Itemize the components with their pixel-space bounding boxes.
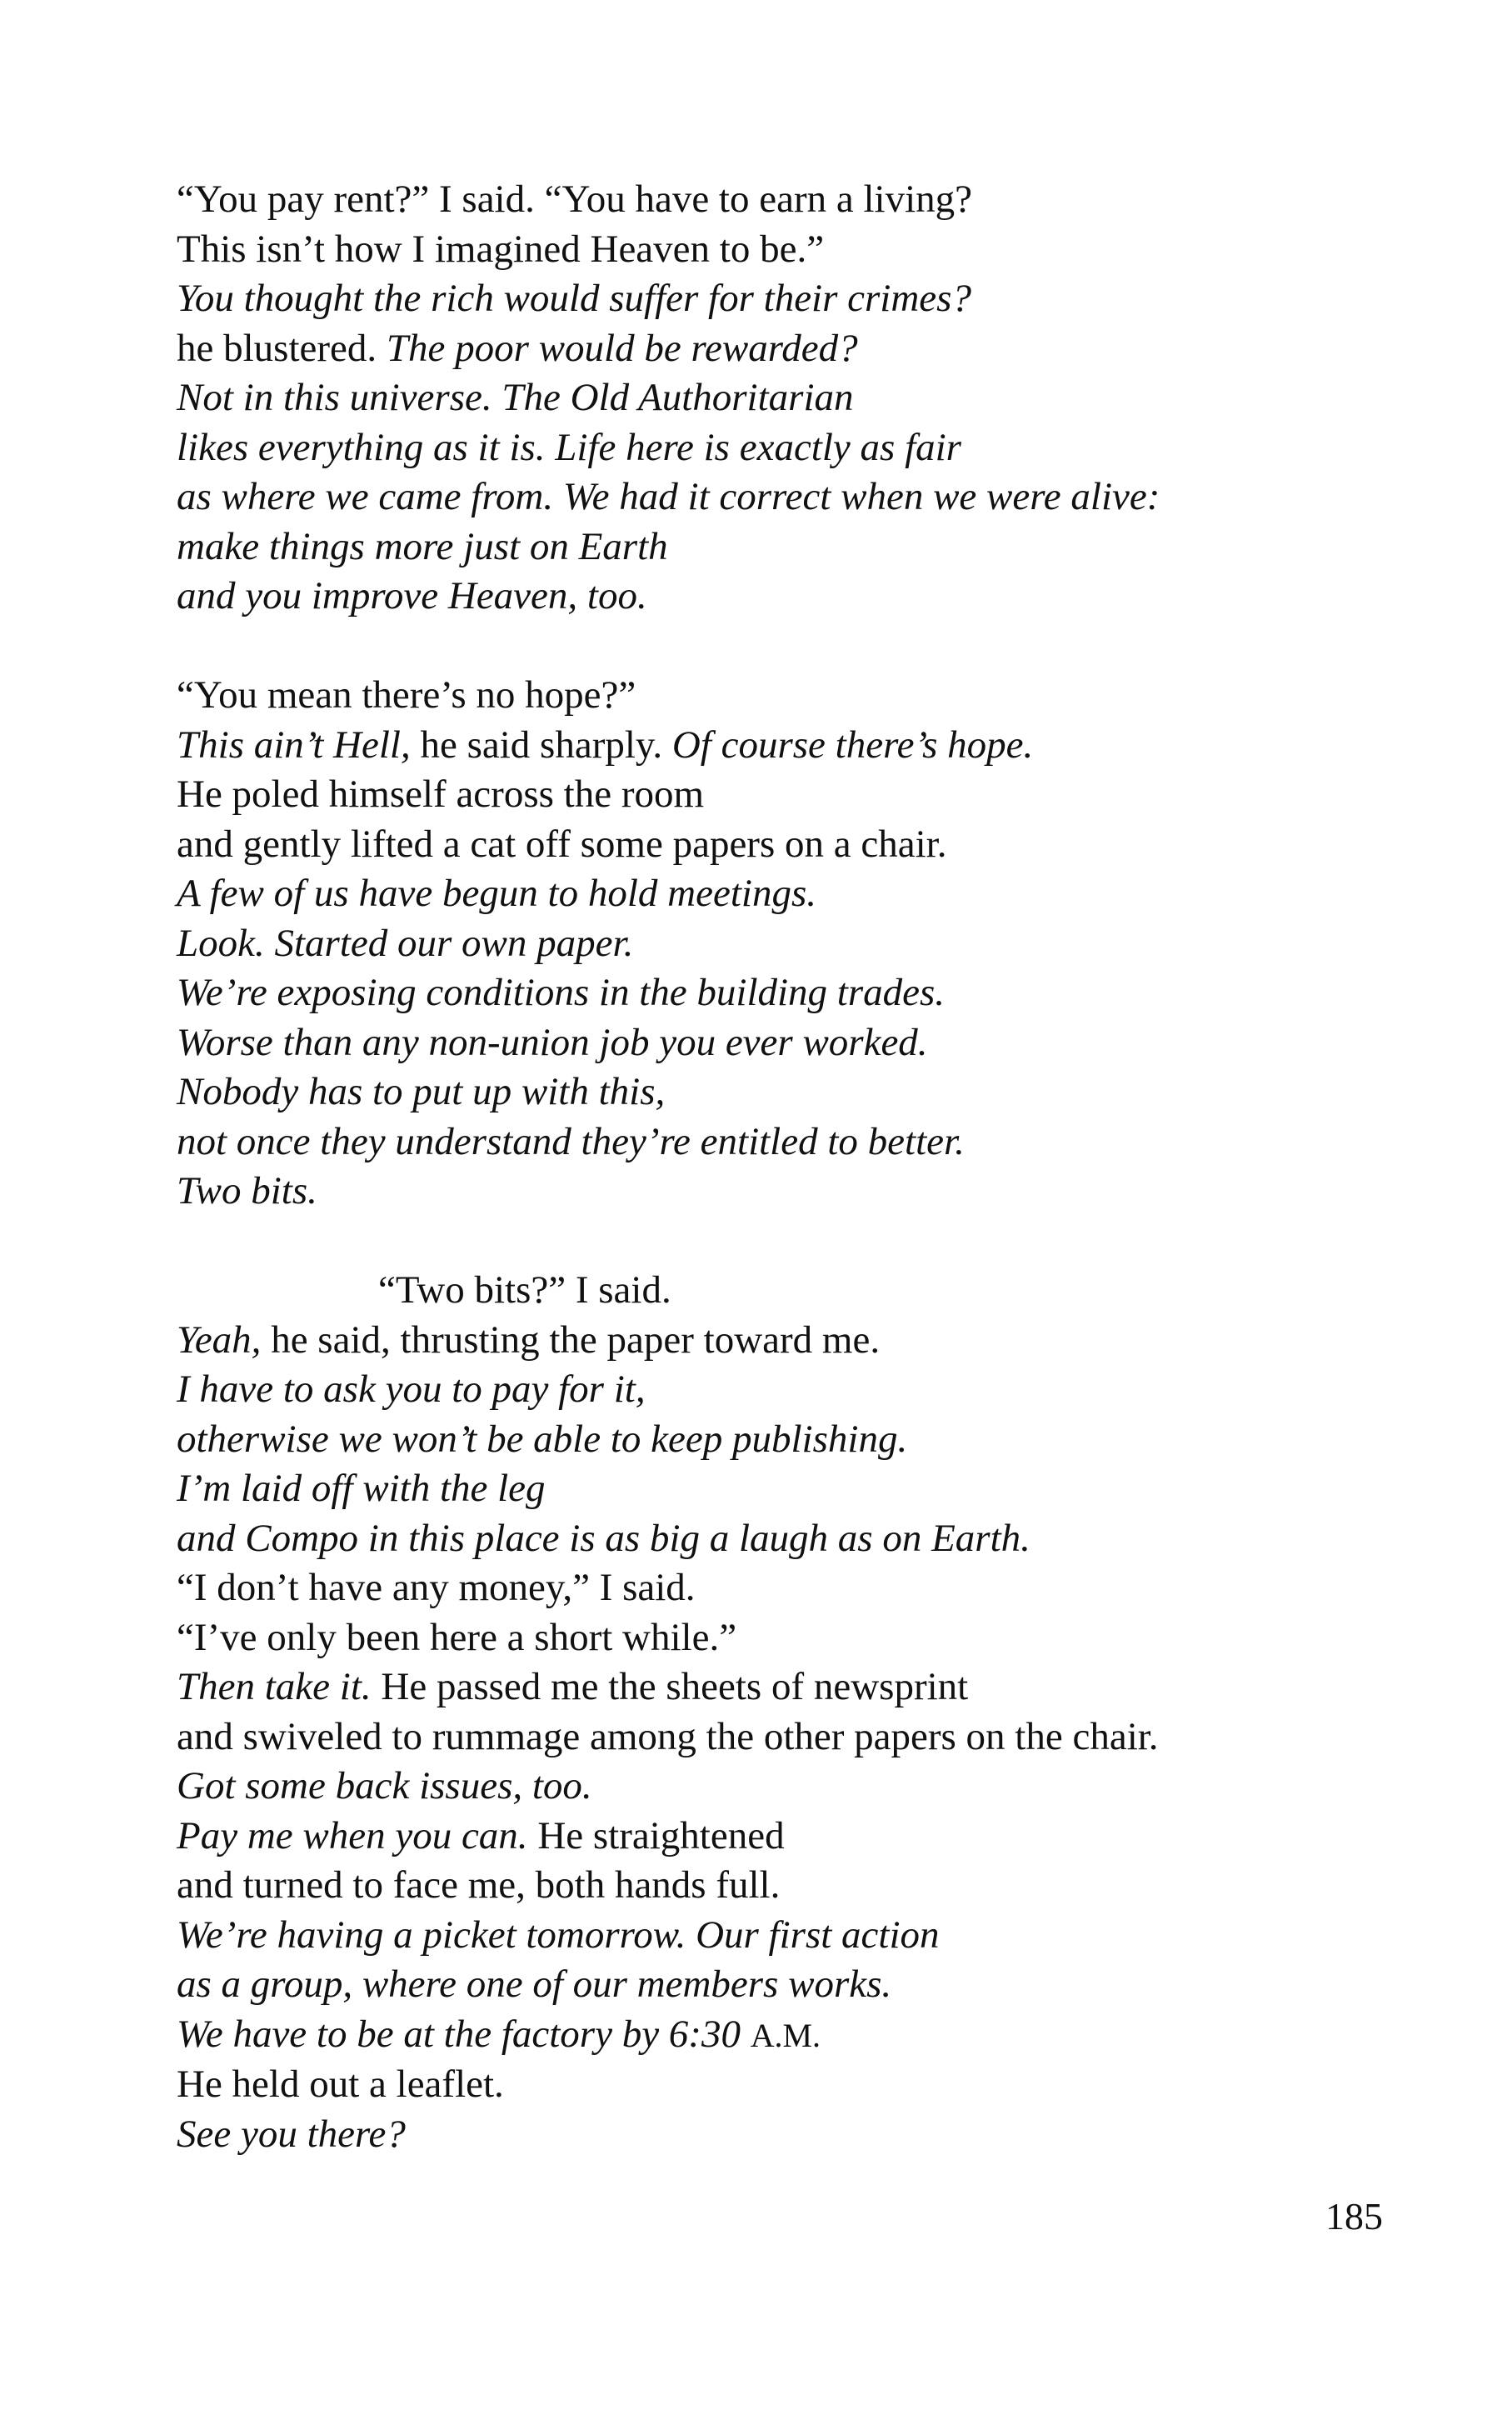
verse-line [177,1266,1426,1316]
italic-text-segment: We’re having a picket tomorrow. Our first action [177,1912,940,1957]
italic-text-segment: This ain’t Hell, [177,722,411,767]
verse-line [177,1911,1426,1961]
text-segment: he blustered. [177,326,387,370]
italic-text-segment: Look. Started our own paper. [177,921,634,965]
italic-text-segment: I have to ask you to pay for it, [177,1368,646,1411]
verse-line [177,820,1426,870]
italic-text-segment: I’m laid off with the leg [177,1467,546,1510]
italic-text-segment: and you improve Heaven, too. [177,574,647,618]
verse-line [177,1118,1426,1168]
italic-text-segment: not once they understand they’re entitled to better. [177,1119,965,1163]
italic-text-segment: Nobody has to put up with this, [177,1070,666,1113]
text-segment: and swiveled to rummage among the other papers on the chair. [177,1714,1159,1758]
italic-text-segment: otherwise we won’t be able to keep publishing. [177,1417,908,1461]
italic-text-segment: Not in this universe. The Old Authoritarian [177,376,854,419]
poem-text [177,175,1426,2209]
text-segment: A.M. [750,2016,821,2054]
text-segment: “I’ve only been here a short while.” [177,1615,737,1659]
verse-line [177,423,1426,473]
verse-line [177,1960,1426,2010]
italic-text-segment: A few of us have begun to hold meetings. [177,872,816,915]
text-segment: “You pay rent?” I said. “You have to earn a living? [177,178,973,221]
text-segment: “Two bits?” I said. [378,1268,671,1312]
verse-line [177,1613,1426,1663]
verse-line [177,968,1426,1018]
verse-line [177,2010,1426,2061]
stanza [177,175,1426,622]
verse-line [177,1762,1426,1812]
text-segment: He poled himself across the room [177,772,705,816]
verse-line [177,1563,1426,1613]
text-segment: and gently lifted a cat off some papers on a chair. [177,822,947,866]
text-segment: he said sharply. [410,722,672,767]
verse-line [177,572,1426,622]
stanza [177,671,1426,1217]
verse-line [177,671,1426,721]
text-segment: This isn’t how I imagined Heaven to be.” [177,227,825,271]
italic-text-segment: Pay me when you can. [177,1813,528,1858]
verse-line [177,1514,1426,1564]
italic-text-segment: We have to be at the factory by 6:30 [177,2012,751,2056]
italic-text-segment: as where we came from. We had it correct when we were alive: [177,475,1160,518]
stanza [177,1266,1426,2159]
verse-line [177,770,1426,820]
italic-text-segment: and Compo in this place is as big a laugh as on Earth. [177,1516,1030,1560]
verse-line [177,324,1426,374]
page-number: 185 [1325,2195,1383,2238]
verse-line [177,1712,1426,1762]
verse-line [177,225,1426,275]
verse-line [177,1068,1426,1118]
text-segment: “I don’t have any money,” I said. [177,1566,696,1609]
text-segment: and turned to face me, both hands full. [177,1863,781,1907]
verse-line [177,2060,1426,2110]
verse-line [177,1662,1426,1712]
verse-line [177,919,1426,969]
verse-line [177,472,1426,522]
italic-text-segment: Two bits. [177,1169,317,1212]
italic-text-segment: likes everything as it is. Life here is exactly as fair [177,425,961,469]
verse-line [177,1018,1426,1068]
italic-text-segment: Then take it. [177,1665,372,1708]
verse-line [177,274,1426,324]
italic-text-segment: Got some back issues, too. [177,1764,592,1808]
text-segment: He held out a leaflet. [177,2062,504,2106]
verse-line [177,1365,1426,1415]
verse-line [177,373,1426,423]
italic-text-segment: Of course there’s hope. [671,722,1034,767]
text-segment: He straightened [527,1813,785,1858]
italic-text-segment: We’re exposing conditions in the building trades. [177,971,946,1014]
italic-text-segment: as a group, where one of our members works. [177,1962,892,2006]
verse-line [177,1861,1426,1911]
text-segment: he said, thrusting the paper toward me. [261,1318,881,1362]
verse-line [177,1167,1426,1217]
verse-line [177,175,1426,225]
verse-line [177,1812,1426,1862]
verse-line [177,522,1426,572]
italic-text-segment: The poor would be rewarded? [386,326,858,370]
verse-line [177,869,1426,919]
verse-line [177,721,1426,771]
verse-line [177,1415,1426,1465]
text-segment: “You mean there’s no hope?” [177,673,636,717]
italic-text-segment: make things more just on Earth [177,524,668,568]
italic-text-segment: Worse than any non-union job you ever worked. [177,1020,928,1064]
italic-text-segment: See you there? [177,2112,406,2156]
verse-line [177,1316,1426,1366]
verse-line [177,2110,1426,2160]
verse-line [177,1464,1426,1514]
text-segment: He passed me the sheets of newsprint [371,1665,969,1708]
italic-text-segment: Yeah, [177,1318,262,1362]
italic-text-segment: You thought the rich would suffer for their crimes? [177,277,971,320]
